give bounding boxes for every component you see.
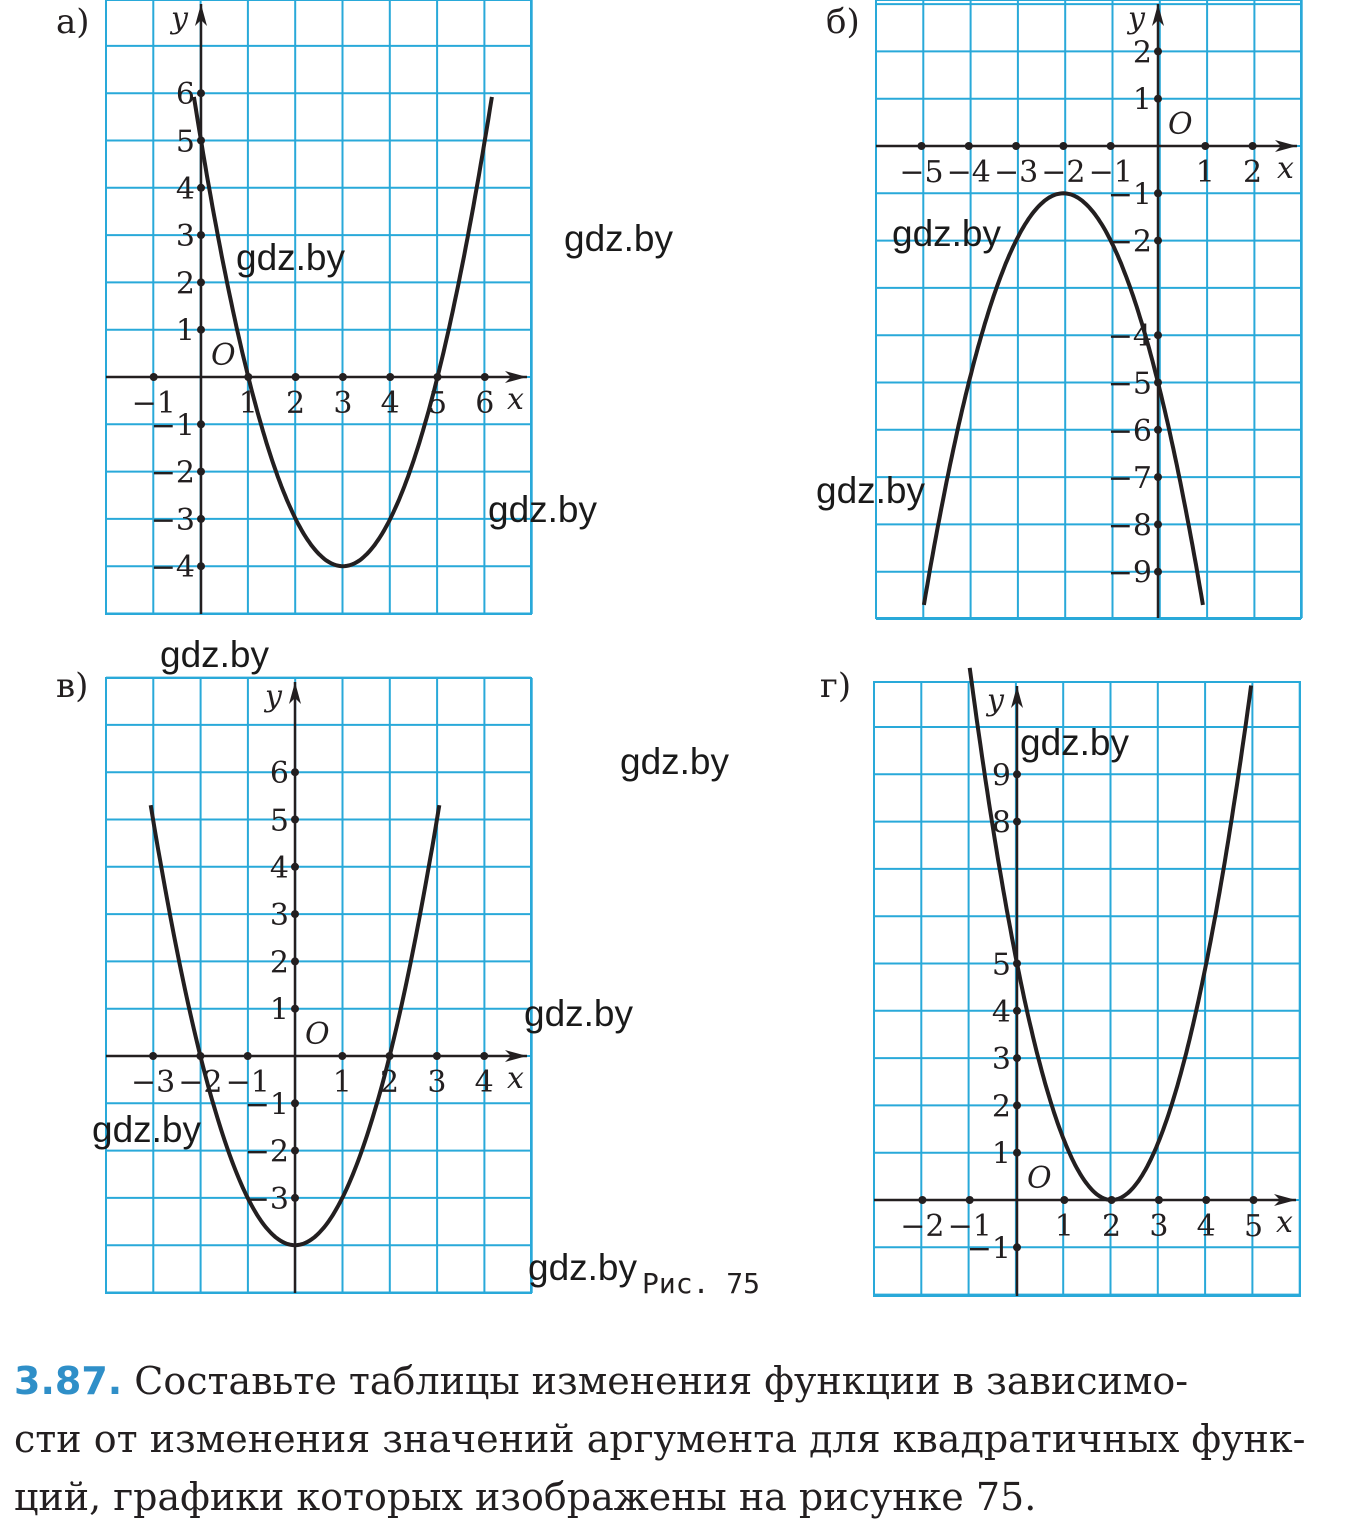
x-tick-label: 2 <box>286 386 306 421</box>
y-tick-dot <box>1154 237 1162 245</box>
x-tick-dot <box>1059 142 1067 150</box>
x-tick-dot <box>1107 142 1115 150</box>
y-tick-dot <box>1013 1243 1021 1251</box>
watermark: gdz.by <box>892 213 1002 254</box>
y-tick-label: 9 <box>991 758 1011 794</box>
y-tick-dot <box>291 910 299 918</box>
x-tick-label: 3 <box>333 386 353 421</box>
y-tick-label: 1 <box>175 313 195 349</box>
y-tick-dot <box>1013 818 1021 826</box>
x-tick-dot <box>244 1052 252 1060</box>
y-axis-label: y <box>987 683 1004 718</box>
graph-panel-v <box>56 666 532 1293</box>
x-tick-dot <box>292 373 300 381</box>
x-tick-dot <box>1202 1196 1210 1204</box>
y-tick-label: −3 <box>150 502 195 538</box>
watermark: gdz.by <box>620 741 730 782</box>
x-tick-label: −1 <box>1088 155 1133 190</box>
x-tick-dot <box>1201 142 1209 150</box>
problem-line-3: ций, графики которых изображены на рисунке 75. <box>14 1475 1037 1519</box>
y-tick-dot <box>291 957 299 965</box>
y-tick-dot <box>197 420 205 428</box>
y-tick-label: −7 <box>1107 461 1152 497</box>
x-tick-dot <box>386 373 394 381</box>
origin-label: O <box>1168 107 1193 142</box>
y-axis-label: y <box>265 679 282 714</box>
x-tick-label: 1 <box>238 386 258 421</box>
graph-panel-a <box>56 0 532 614</box>
y-tick-dot <box>291 1147 299 1155</box>
x-axis-label: x <box>507 382 524 417</box>
y-tick-label: −4 <box>1107 319 1152 355</box>
x-axis-label: x <box>1277 151 1294 186</box>
y-axis-label: y <box>171 1 188 36</box>
y-tick-dot <box>1013 1054 1021 1062</box>
y-tick-dot <box>1154 426 1162 434</box>
panel-label: б) <box>826 2 860 42</box>
x-tick-label: 5 <box>427 386 448 421</box>
y-tick-label: 3 <box>175 219 195 255</box>
x-tick-label: 4 <box>474 1065 494 1100</box>
x-tick-label: 1 <box>1195 155 1215 190</box>
y-tick-label: −1 <box>150 408 195 444</box>
y-tick-label: 2 <box>175 266 195 302</box>
x-tick-dot <box>338 1052 346 1060</box>
grid-border <box>106 678 531 1293</box>
watermark: gdz.by <box>488 489 598 530</box>
y-tick-label: 5 <box>991 947 1011 983</box>
y-tick-dot <box>197 562 205 570</box>
y-tick-label: −4 <box>150 550 195 586</box>
problem-number: 3.87. <box>14 1359 123 1403</box>
y-tick-label: −2 <box>150 455 195 491</box>
y-tick-label: 2 <box>991 1089 1011 1125</box>
x-tick-label: 2 <box>380 1065 400 1100</box>
y-tick-dot <box>197 515 205 523</box>
problem-line-1-text: Составьте таблицы изменения функции в зависимо- <box>134 1359 1189 1403</box>
y-tick-label: −2 <box>244 1134 289 1170</box>
y-tick-dot <box>291 1099 299 1107</box>
y-tick-dot <box>197 231 205 239</box>
x-tick-label: −2 <box>178 1065 223 1100</box>
y-tick-label: −9 <box>1107 555 1152 591</box>
x-tick-dot <box>339 373 347 381</box>
x-axis-label: x <box>1276 1205 1293 1240</box>
y-tick-label: 1 <box>269 992 289 1028</box>
problem-text <box>14 1352 1340 1526</box>
x-tick-label: 2 <box>1102 1209 1122 1244</box>
y-tick-label: −5 <box>1107 366 1152 402</box>
y-tick-dot <box>1154 189 1162 197</box>
watermark: gdz.by <box>564 218 674 259</box>
x-tick-label: 3 <box>1149 1209 1169 1244</box>
parabola-curve <box>924 193 1203 605</box>
y-tick-dot <box>1013 1101 1021 1109</box>
figure-caption: Рис. 75 <box>642 1267 761 1300</box>
x-tick-label: −1 <box>947 1209 992 1244</box>
x-tick-dot <box>481 373 489 381</box>
x-tick-label: −3 <box>130 1065 176 1100</box>
y-tick-label: 4 <box>269 850 289 886</box>
y-tick-dot <box>291 1194 299 1202</box>
x-tick-label: −1 <box>225 1065 270 1100</box>
x-axis-label: x <box>507 1061 524 1096</box>
y-tick-dot <box>1154 47 1162 55</box>
x-tick-label: 1 <box>1054 1209 1074 1244</box>
y-tick-label: −1 <box>966 1231 1011 1267</box>
y-tick-dot <box>291 863 299 871</box>
y-tick-dot <box>1154 568 1162 576</box>
watermark: gdz.by <box>1020 722 1130 763</box>
y-tick-label: −2 <box>1107 224 1152 260</box>
watermark: gdz.by <box>524 993 634 1034</box>
y-tick-label: 6 <box>269 756 289 792</box>
x-tick-label: 4 <box>1196 1209 1216 1244</box>
x-tick-label: −1 <box>131 386 176 421</box>
x-tick-label: 1 <box>332 1065 352 1100</box>
x-tick-label: −5 <box>899 155 944 190</box>
x-tick-dot <box>965 142 973 150</box>
y-tick-dot <box>197 468 205 476</box>
y-tick-dot <box>1154 331 1162 339</box>
y-tick-dot <box>197 184 205 192</box>
y-tick-dot <box>1154 520 1162 528</box>
x-tick-label: −2 <box>1041 155 1086 190</box>
origin-label: O <box>1027 1161 1052 1196</box>
y-tick-dot <box>291 768 299 776</box>
origin-label: O <box>305 1017 330 1052</box>
x-tick-label: 3 <box>427 1065 447 1100</box>
watermark: gdz.by <box>528 1247 638 1288</box>
y-tick-label: 5 <box>269 803 289 839</box>
x-tick-dot <box>1060 1196 1068 1204</box>
y-tick-label: 4 <box>991 994 1011 1030</box>
watermark: gdz.by <box>160 634 270 675</box>
x-tick-label: 2 <box>1243 155 1263 190</box>
x-tick-dot <box>918 1196 926 1204</box>
x-tick-label: 6 <box>475 386 495 421</box>
y-tick-dot <box>197 326 205 334</box>
x-tick-label: 5 <box>1243 1209 1264 1244</box>
y-tick-dot <box>1013 1007 1021 1015</box>
y-tick-dot <box>1154 473 1162 481</box>
y-tick-label: 8 <box>991 805 1011 841</box>
problem-line-1 <box>14 1352 1340 1410</box>
y-tick-dot <box>291 816 299 824</box>
y-tick-label: −1 <box>1107 177 1152 213</box>
y-tick-label: −1 <box>244 1087 289 1123</box>
y-tick-label: 5 <box>175 124 195 160</box>
x-tick-dot <box>433 1052 441 1060</box>
x-tick-dot <box>918 142 926 150</box>
x-tick-label: −3 <box>993 155 1039 190</box>
panel-label: а) <box>56 2 90 42</box>
x-tick-dot <box>1155 1196 1163 1204</box>
x-tick-label: 4 <box>380 386 400 421</box>
x-tick-dot <box>149 1052 157 1060</box>
y-tick-label: 2 <box>1132 35 1152 71</box>
y-tick-label: −3 <box>244 1181 289 1217</box>
x-tick-dot <box>480 1052 488 1060</box>
y-tick-dot <box>1013 1149 1021 1157</box>
x-tick-dot <box>1250 1196 1258 1204</box>
y-tick-label: 1 <box>1132 82 1152 118</box>
graph-panel-b <box>826 0 1302 619</box>
x-tick-dot <box>150 373 158 381</box>
grid <box>874 682 1300 1296</box>
y-tick-label: 1 <box>991 1136 1011 1172</box>
y-tick-label: −6 <box>1107 413 1152 449</box>
y-tick-label: 6 <box>175 77 195 113</box>
panel-label: в) <box>56 666 89 706</box>
problem-line-2: сти от изменения значений аргумента для квадратичных функ- <box>14 1417 1306 1461</box>
x-tick-label: −2 <box>900 1209 945 1244</box>
y-tick-label: 2 <box>269 945 289 981</box>
y-tick-label: 4 <box>175 171 195 207</box>
origin-label: O <box>211 338 236 373</box>
y-tick-dot <box>1154 95 1162 103</box>
y-tick-dot <box>1013 770 1021 778</box>
x-tick-dot <box>1012 142 1020 150</box>
panel-label: г) <box>820 666 852 706</box>
watermark: gdz.by <box>92 1109 202 1150</box>
x-tick-dot <box>1249 142 1257 150</box>
y-tick-dot <box>197 278 205 286</box>
y-tick-dot <box>291 1005 299 1013</box>
x-tick-dot <box>966 1196 974 1204</box>
y-tick-dot <box>197 89 205 97</box>
watermark: gdz.by <box>816 470 926 511</box>
watermark: gdz.by <box>236 237 346 278</box>
grid <box>106 678 532 1293</box>
y-tick-label: −8 <box>1107 508 1152 544</box>
x-tick-label: −4 <box>946 155 991 190</box>
y-tick-label: 3 <box>991 1042 1011 1078</box>
y-tick-label: 3 <box>269 898 289 934</box>
y-axis-label: y <box>1128 1 1145 36</box>
